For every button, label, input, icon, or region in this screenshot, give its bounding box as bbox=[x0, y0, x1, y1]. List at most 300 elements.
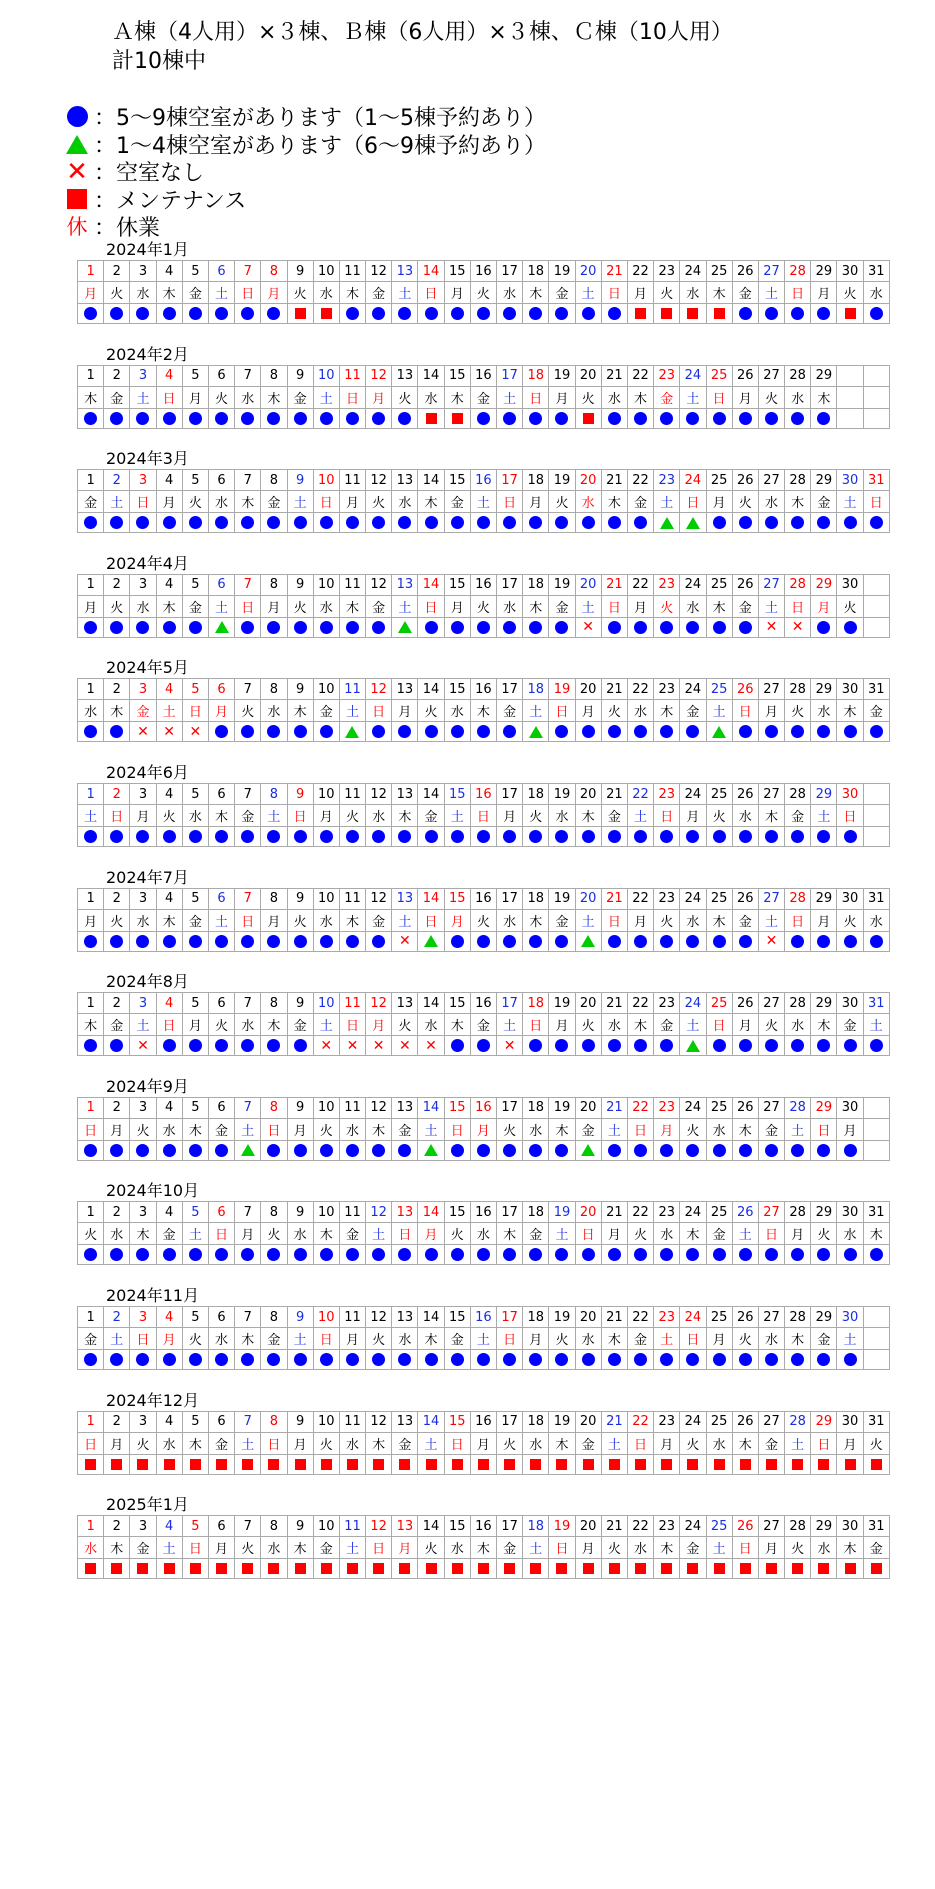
availability-cell bbox=[339, 1559, 365, 1579]
circle-icon bbox=[398, 1144, 411, 1157]
square-icon bbox=[740, 1459, 751, 1470]
circle-icon bbox=[503, 516, 516, 529]
weekday: 金 bbox=[811, 1328, 837, 1350]
day-number: 6 bbox=[208, 1097, 234, 1118]
square-icon bbox=[635, 308, 646, 319]
day-number: 6 bbox=[208, 1516, 234, 1537]
weekday: 土 bbox=[654, 1328, 680, 1350]
day-number: 24 bbox=[680, 1307, 706, 1328]
weekday: 日 bbox=[339, 386, 365, 408]
day-number: 30 bbox=[837, 1516, 863, 1537]
weekday: 日 bbox=[313, 491, 339, 513]
weekday: 木 bbox=[392, 805, 418, 827]
day-number: 29 bbox=[811, 574, 837, 595]
circle-icon bbox=[791, 1248, 804, 1261]
circle-icon bbox=[320, 830, 333, 843]
day-number: 10 bbox=[313, 993, 339, 1014]
circle-icon bbox=[555, 516, 568, 529]
day-number: 26 bbox=[732, 679, 758, 700]
square-icon bbox=[635, 1459, 646, 1470]
availability-cell bbox=[785, 722, 811, 742]
weekday: 火 bbox=[287, 282, 313, 304]
circle-icon bbox=[529, 1144, 542, 1157]
availability-cell bbox=[785, 1350, 811, 1370]
weekday: 日 bbox=[182, 1537, 208, 1559]
day-number: 9 bbox=[287, 1202, 313, 1223]
empty-cell bbox=[863, 1118, 889, 1140]
day-number: 18 bbox=[523, 993, 549, 1014]
day-number: 19 bbox=[549, 1516, 575, 1537]
circle-icon bbox=[686, 935, 699, 948]
availability-cell bbox=[811, 1245, 837, 1265]
circle-icon bbox=[555, 1353, 568, 1366]
triangle-icon bbox=[712, 726, 726, 738]
availability-cell bbox=[130, 931, 156, 951]
circle-icon bbox=[555, 1144, 568, 1157]
day-number: 21 bbox=[601, 1202, 627, 1223]
availability-cell bbox=[366, 1036, 392, 1056]
weekday: 日 bbox=[208, 1223, 234, 1245]
triangle-icon bbox=[529, 726, 543, 738]
availability-cell bbox=[156, 1036, 182, 1056]
circle-icon bbox=[241, 1039, 254, 1052]
availability-cell bbox=[130, 1036, 156, 1056]
square-icon bbox=[871, 1459, 882, 1470]
square-icon bbox=[452, 413, 463, 424]
weekday: 火 bbox=[418, 1537, 444, 1559]
square-icon bbox=[714, 308, 725, 319]
circle-icon bbox=[320, 1353, 333, 1366]
day-number: 24 bbox=[680, 1202, 706, 1223]
weekday: 日 bbox=[444, 1118, 470, 1140]
availability-cell bbox=[654, 1036, 680, 1056]
circle-icon bbox=[398, 725, 411, 738]
circle-icon bbox=[870, 1248, 883, 1261]
day-number: 16 bbox=[470, 993, 496, 1014]
availability-cell bbox=[78, 1036, 104, 1056]
weekday: 火 bbox=[627, 1223, 653, 1245]
square-icon bbox=[111, 1563, 122, 1574]
day-number: 17 bbox=[497, 1097, 523, 1118]
circle-icon bbox=[425, 830, 438, 843]
circle-icon bbox=[477, 725, 490, 738]
day-number: 24 bbox=[680, 261, 706, 282]
day-number: 14 bbox=[418, 261, 444, 282]
availability-cell bbox=[182, 1245, 208, 1265]
day-number: 21 bbox=[601, 784, 627, 805]
circle-icon bbox=[660, 621, 673, 634]
weekday: 火 bbox=[313, 1432, 339, 1454]
weekday: 月 bbox=[627, 909, 653, 931]
availability-cell bbox=[208, 408, 234, 428]
day-number: 18 bbox=[523, 365, 549, 386]
weekday: 土 bbox=[418, 1432, 444, 1454]
weekday: 金 bbox=[837, 1014, 863, 1036]
circle-icon bbox=[451, 725, 464, 738]
weekday: 火 bbox=[811, 1223, 837, 1245]
availability-cell bbox=[497, 617, 523, 637]
empty-cell bbox=[863, 574, 889, 595]
day-number: 29 bbox=[811, 261, 837, 282]
circle-icon bbox=[215, 1248, 228, 1261]
day-number: 5 bbox=[182, 1097, 208, 1118]
day-number: 10 bbox=[313, 574, 339, 595]
day-number: 17 bbox=[497, 574, 523, 595]
square-icon bbox=[504, 1459, 515, 1470]
day-number: 4 bbox=[156, 1307, 182, 1328]
square-icon bbox=[321, 1563, 332, 1574]
day-number: 15 bbox=[444, 888, 470, 909]
day-number: 30 bbox=[837, 1411, 863, 1432]
availability-cell bbox=[313, 1245, 339, 1265]
weekday: 水 bbox=[601, 386, 627, 408]
square-icon bbox=[426, 1563, 437, 1574]
day-number: 25 bbox=[706, 365, 732, 386]
weekday: 水 bbox=[627, 700, 653, 722]
square-icon bbox=[268, 1563, 279, 1574]
availability-cell bbox=[339, 513, 365, 533]
circle-icon bbox=[477, 1039, 490, 1052]
weekday: 金 bbox=[208, 1118, 234, 1140]
cross-icon: ✕ bbox=[791, 619, 804, 636]
availability-cell bbox=[156, 722, 182, 742]
weekday: 木 bbox=[706, 909, 732, 931]
cross-icon: ✕ bbox=[346, 1037, 359, 1054]
day-number: 19 bbox=[549, 1411, 575, 1432]
weekday: 土 bbox=[208, 909, 234, 931]
square-icon bbox=[792, 1563, 803, 1574]
circle-icon bbox=[163, 935, 176, 948]
availability-cell bbox=[392, 1454, 418, 1474]
availability-cell bbox=[575, 931, 601, 951]
weekday: 木 bbox=[235, 1328, 261, 1350]
square-icon bbox=[164, 1459, 175, 1470]
weekday: 木 bbox=[339, 595, 365, 617]
weekday: 木 bbox=[732, 1432, 758, 1454]
circle-icon bbox=[477, 412, 490, 425]
circle-icon bbox=[346, 935, 359, 948]
day-number: 8 bbox=[261, 261, 287, 282]
weekday: 月 bbox=[156, 491, 182, 513]
day-number: 2 bbox=[104, 1097, 130, 1118]
availability-cell bbox=[706, 931, 732, 951]
day-number: 26 bbox=[732, 1516, 758, 1537]
availability-cell bbox=[470, 1559, 496, 1579]
availability-cell bbox=[680, 408, 706, 428]
circle-icon bbox=[110, 621, 123, 634]
day-number: 6 bbox=[208, 261, 234, 282]
circle-icon bbox=[372, 412, 385, 425]
day-number: 8 bbox=[261, 1411, 287, 1432]
weekday: 日 bbox=[549, 700, 575, 722]
availability-cell bbox=[785, 931, 811, 951]
availability-cell bbox=[654, 1350, 680, 1370]
availability-cell bbox=[444, 722, 470, 742]
day-number: 10 bbox=[313, 1097, 339, 1118]
weekday: 土 bbox=[523, 700, 549, 722]
circle-icon bbox=[241, 935, 254, 948]
day-number: 27 bbox=[758, 574, 784, 595]
day-number: 27 bbox=[758, 679, 784, 700]
weekday: 月 bbox=[680, 805, 706, 827]
availability-cell bbox=[680, 827, 706, 847]
availability-cell bbox=[235, 617, 261, 637]
square-icon bbox=[556, 1563, 567, 1574]
circle-icon bbox=[608, 621, 621, 634]
day-number: 29 bbox=[811, 993, 837, 1014]
circle-icon bbox=[555, 412, 568, 425]
weekday: 土 bbox=[627, 805, 653, 827]
day-number: 13 bbox=[392, 470, 418, 491]
cross-icon: ✕ bbox=[137, 723, 149, 740]
availability-cell bbox=[418, 1245, 444, 1265]
circle-icon bbox=[451, 1248, 464, 1261]
day-number: 15 bbox=[444, 574, 470, 595]
circle-icon bbox=[503, 1353, 516, 1366]
day-number: 25 bbox=[706, 784, 732, 805]
day-number: 27 bbox=[758, 1097, 784, 1118]
day-number: 5 bbox=[182, 679, 208, 700]
empty-cell bbox=[863, 805, 889, 827]
legend-item-cross: ✕ ：空室なし bbox=[66, 156, 205, 187]
availability-cell bbox=[130, 827, 156, 847]
weekday: 木 bbox=[313, 1223, 339, 1245]
day-number: 30 bbox=[837, 261, 863, 282]
circle-icon bbox=[477, 935, 490, 948]
circle-icon bbox=[791, 307, 804, 320]
weekday: 金 bbox=[654, 1014, 680, 1036]
square-icon bbox=[137, 1563, 148, 1574]
weekday: 土 bbox=[287, 1328, 313, 1350]
weekday: 月 bbox=[470, 1432, 496, 1454]
circle-icon bbox=[608, 516, 621, 529]
availability-cell bbox=[444, 408, 470, 428]
availability-cell bbox=[366, 1350, 392, 1370]
availability-cell bbox=[706, 1350, 732, 1370]
availability-cell bbox=[78, 931, 104, 951]
availability-cell bbox=[601, 722, 627, 742]
day-number: 29 bbox=[811, 1516, 837, 1537]
day-number: 1 bbox=[78, 470, 104, 491]
circle-icon bbox=[791, 1144, 804, 1157]
weekday: 月 bbox=[837, 1118, 863, 1140]
month-title: 2024年4月 bbox=[106, 553, 189, 573]
circle-icon bbox=[817, 412, 830, 425]
availability-cell bbox=[339, 722, 365, 742]
availability-cell bbox=[130, 304, 156, 324]
circle-icon bbox=[686, 830, 699, 843]
weekday: 水 bbox=[523, 1432, 549, 1454]
day-number: 1 bbox=[78, 1097, 104, 1118]
availability-cell bbox=[156, 304, 182, 324]
availability-cell bbox=[104, 617, 130, 637]
day-number: 14 bbox=[418, 784, 444, 805]
availability-cell bbox=[392, 1350, 418, 1370]
availability-cell bbox=[837, 1559, 863, 1579]
day-number: 17 bbox=[497, 993, 523, 1014]
circle-icon bbox=[870, 307, 883, 320]
square-icon bbox=[321, 308, 332, 319]
cross-icon: ✕ bbox=[189, 723, 202, 740]
circle-icon bbox=[163, 1248, 176, 1261]
weekday: 金 bbox=[863, 700, 889, 722]
circle-icon bbox=[84, 412, 97, 425]
circle-icon bbox=[215, 830, 228, 843]
weekday: 火 bbox=[156, 805, 182, 827]
header-line-2: 計10棟中 bbox=[112, 49, 206, 74]
circle-icon bbox=[294, 516, 307, 529]
square-icon bbox=[216, 1563, 227, 1574]
month-title: 2024年6月 bbox=[106, 763, 189, 782]
weekday: 月 bbox=[575, 700, 601, 722]
availability-cell bbox=[339, 1036, 365, 1056]
day-number: 9 bbox=[287, 470, 313, 491]
weekday: 月 bbox=[261, 909, 287, 931]
circle-icon bbox=[189, 307, 202, 320]
availability-cell bbox=[680, 304, 706, 324]
circle-icon bbox=[739, 725, 752, 738]
day-number: 15 bbox=[444, 1307, 470, 1328]
cross-icon: ✕ bbox=[425, 1037, 437, 1054]
availability-cell bbox=[78, 1350, 104, 1370]
weekday: 木 bbox=[680, 1223, 706, 1245]
weekday: 土 bbox=[392, 282, 418, 304]
weekday: 木 bbox=[78, 386, 104, 408]
availability-cell bbox=[732, 304, 758, 324]
square-icon bbox=[714, 1563, 725, 1574]
availability-cell bbox=[549, 1350, 575, 1370]
day-number: 10 bbox=[313, 470, 339, 491]
day-number: 20 bbox=[575, 574, 601, 595]
square-icon bbox=[295, 1563, 306, 1574]
circle-icon bbox=[791, 830, 804, 843]
availability-cell bbox=[287, 304, 313, 324]
square-icon bbox=[635, 1563, 646, 1574]
day-number: 23 bbox=[654, 365, 680, 386]
day-number: 23 bbox=[654, 1202, 680, 1223]
weekday: 火 bbox=[104, 282, 130, 304]
circle-icon bbox=[817, 725, 830, 738]
availability-cell bbox=[156, 617, 182, 637]
availability-cell bbox=[182, 617, 208, 637]
availability-cell bbox=[706, 722, 732, 742]
day-number: 9 bbox=[287, 1307, 313, 1328]
day-number: 5 bbox=[182, 1516, 208, 1537]
empty-cell bbox=[837, 365, 863, 386]
cross-icon: ✕ bbox=[163, 723, 176, 740]
triangle-icon bbox=[581, 1144, 595, 1156]
day-number: 19 bbox=[549, 784, 575, 805]
availability-cell bbox=[575, 513, 601, 533]
month-title: 2025年1月 bbox=[106, 1495, 189, 1515]
weekday: 木 bbox=[130, 1223, 156, 1245]
day-number: 18 bbox=[523, 888, 549, 909]
circle-icon bbox=[189, 1353, 202, 1366]
weekday: 水 bbox=[287, 1223, 313, 1245]
day-number: 25 bbox=[706, 888, 732, 909]
circle-icon bbox=[84, 1248, 97, 1261]
circle-icon bbox=[320, 621, 333, 634]
weekday: 火 bbox=[470, 909, 496, 931]
availability-cell bbox=[758, 1454, 784, 1474]
day-number: 2 bbox=[104, 888, 130, 909]
square-icon bbox=[845, 1563, 856, 1574]
availability-cell bbox=[287, 513, 313, 533]
weekday: 月 bbox=[418, 1223, 444, 1245]
weekday: 火 bbox=[680, 1432, 706, 1454]
circle-icon bbox=[739, 935, 752, 948]
availability-cell bbox=[156, 513, 182, 533]
weekday: 木 bbox=[287, 700, 313, 722]
day-number: 25 bbox=[706, 1202, 732, 1223]
circle-icon bbox=[686, 1144, 699, 1157]
weekday: 木 bbox=[785, 491, 811, 513]
day-number: 1 bbox=[78, 1516, 104, 1537]
circle-icon bbox=[320, 1248, 333, 1261]
availability-cell bbox=[785, 827, 811, 847]
circle-icon bbox=[294, 830, 307, 843]
circle-icon bbox=[555, 307, 568, 320]
circle-icon bbox=[608, 307, 621, 320]
weekday: 木 bbox=[811, 1014, 837, 1036]
day-number: 14 bbox=[418, 574, 444, 595]
circle-icon bbox=[320, 1144, 333, 1157]
weekday: 火 bbox=[863, 1432, 889, 1454]
weekday: 水 bbox=[680, 595, 706, 617]
weekday: 水 bbox=[444, 700, 470, 722]
day-number: 26 bbox=[732, 784, 758, 805]
weekday: 土 bbox=[575, 282, 601, 304]
day-number: 13 bbox=[392, 679, 418, 700]
weekday: 金 bbox=[261, 1328, 287, 1350]
day-number: 6 bbox=[208, 679, 234, 700]
weekday: 土 bbox=[837, 491, 863, 513]
availability-cell bbox=[601, 931, 627, 951]
weekday: 金 bbox=[811, 491, 837, 513]
weekday: 金 bbox=[444, 1328, 470, 1350]
weekday: 月 bbox=[758, 1537, 784, 1559]
weekday: 月 bbox=[182, 1014, 208, 1036]
circle-icon bbox=[686, 725, 699, 738]
availability-cell bbox=[182, 1140, 208, 1160]
weekday: 火 bbox=[732, 1328, 758, 1350]
availability-cell bbox=[654, 827, 680, 847]
availability-cell bbox=[182, 827, 208, 847]
availability-cell bbox=[287, 1036, 313, 1056]
weekday: 水 bbox=[837, 1223, 863, 1245]
day-number: 14 bbox=[418, 365, 444, 386]
empty-cell bbox=[863, 1307, 889, 1328]
availability-cell bbox=[680, 1140, 706, 1160]
empty-cell bbox=[863, 408, 889, 428]
circle-icon bbox=[503, 1248, 516, 1261]
availability-cell bbox=[235, 1454, 261, 1474]
circle-icon bbox=[189, 1248, 202, 1261]
circle-icon bbox=[477, 1353, 490, 1366]
availability-cell bbox=[549, 827, 575, 847]
day-number: 18 bbox=[523, 1202, 549, 1223]
day-number: 13 bbox=[392, 261, 418, 282]
day-number: 21 bbox=[601, 1097, 627, 1118]
weekday: 水 bbox=[575, 1328, 601, 1350]
circle-icon bbox=[294, 621, 307, 634]
circle-icon bbox=[66, 106, 88, 128]
day-number: 14 bbox=[418, 470, 444, 491]
weekday: 火 bbox=[392, 386, 418, 408]
day-number: 6 bbox=[208, 784, 234, 805]
day-number: 11 bbox=[339, 1516, 365, 1537]
weekday: 土 bbox=[575, 909, 601, 931]
